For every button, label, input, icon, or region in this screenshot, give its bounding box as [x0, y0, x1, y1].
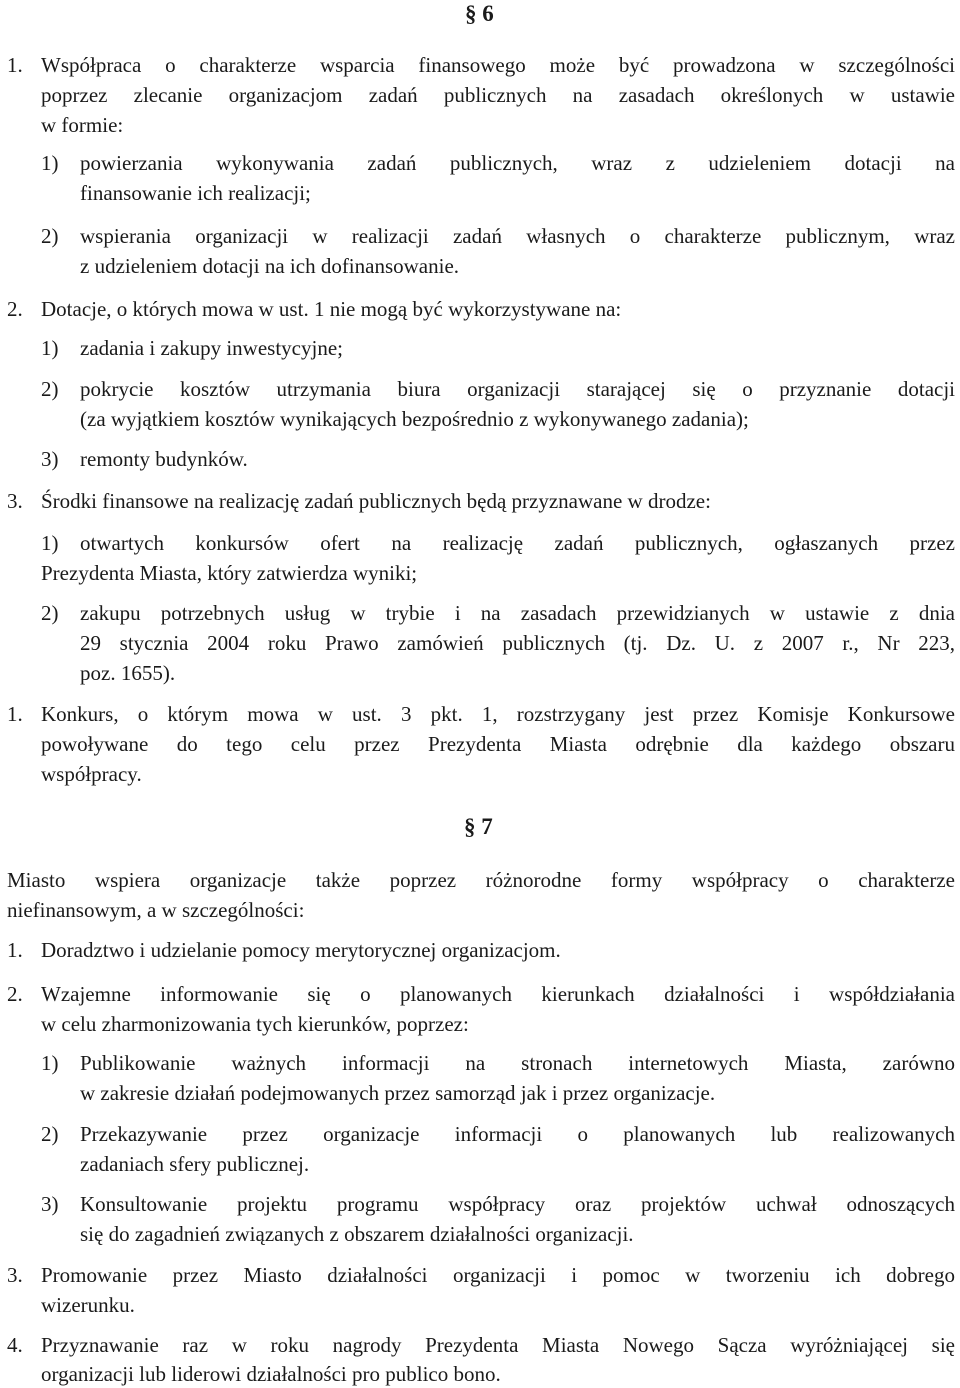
section-7-heading: § 7	[464, 814, 493, 839]
s6-para2-item3-number: 3)	[41, 447, 59, 471]
s6-para3-item2-line1: zakupu potrzebnych usług w trybie i na zasadach przewidzianych w ustawie z dnia	[80, 601, 955, 625]
s7-para4-line2: organizacji lub liderowi działalności pro publico bono.	[41, 1362, 501, 1386]
section-6-heading: § 6	[465, 1, 494, 26]
s7-para1-line1: Doradztwo i udzielanie pomocy merytorycznej organizacjom.	[41, 938, 561, 962]
s7-para2-item1-line1: Publikowanie ważnych informacji na stronach internetowych Miasta, zarówno	[80, 1051, 955, 1075]
s6-para3-item2-line3: poz. 1655).	[80, 661, 176, 685]
s6-para2-item2-line1: pokrycie kosztów utrzymania biura organizacji starającej się o przyznanie dotacji	[80, 377, 955, 401]
s6-para1-number: 1.	[7, 53, 23, 77]
s7-para2-line1: Wzajemne informowanie się o planowanych kierunkach działalności i współdziałania	[41, 982, 955, 1006]
s7-intro-line2: niefinansowym, a w szczególności:	[7, 898, 305, 922]
s7-para2-item2-line2: zadaniach sfery publicznej.	[80, 1152, 310, 1176]
s6-para1-item2-number: 2)	[41, 224, 59, 248]
s6-para1-item2-line1: wspierania organizacji w realizacji zadań własnych o charakterze publicznym, wraz	[80, 224, 955, 248]
s6-para3-item2-line2: 29 stycznia 2004 roku Prawo zamówień publicznych (tj. Dz. U. z 2007 r., Nr 223,	[80, 631, 955, 655]
s7-para2-number: 2.	[7, 982, 23, 1006]
s7-para2-line2: w celu zharmonizowania tych kierunków, poprzez:	[41, 1012, 469, 1036]
s7-para2-item2-number: 2)	[41, 1122, 59, 1146]
s6-para3-line1: Środki finansowe na realizację zadań publicznych będą przyznawane w drodze:	[41, 489, 711, 513]
s7-para2-item3-line1: Konsultowanie projektu programu współpracy oraz projektów uchwał odnoszących	[80, 1192, 955, 1216]
s7-para2-item3-number: 3)	[41, 1192, 59, 1216]
s7-para2-item3-line2: się do zagadnień związanych z obszarem działalności organizacji.	[80, 1222, 634, 1246]
s6-para4-line2: powoływane do tego celu przez Prezydenta Miasta odrębnie dla każdego obszaru	[41, 732, 955, 756]
s6-para3-item1-line1: otwartych konkursów ofert na realizację zadań publicznych, ogłaszanych przez	[80, 531, 955, 555]
s6-para2-number: 2.	[7, 297, 23, 321]
s6-para4-line1: Konkurs, o którym mowa w ust. 3 pkt. 1, rozstrzygany jest przez Komisje Konkursowe	[41, 702, 955, 726]
s6-para1-item1-line1: powierzania wykonywania zadań publicznych, wraz z udzieleniem dotacji na	[80, 151, 955, 175]
s6-para1-item1-line2: finansowanie ich realizacji;	[80, 181, 311, 205]
s6-para1-item2-line2: z udzieleniem dotacji na ich dofinansowanie.	[80, 254, 460, 278]
s6-para2-item1-line1: zadania i zakupy inwestycyjne;	[80, 336, 343, 360]
s6-para2-item2-line2: (za wyjątkiem kosztów wynikających bezpośrednio z wykonywanego zadania);	[80, 407, 749, 431]
s6-para2-line1: Dotacje, o których mowa w ust. 1 nie mogą być wykorzystywane na:	[41, 297, 622, 321]
s7-para4-line1: Przyznawanie raz w roku nagrody Prezydenta Miasta Nowego Sącza wyróżniającej się	[41, 1333, 955, 1357]
s7-para3-line2: wizerunku.	[41, 1293, 135, 1317]
s6-para1-item1-number: 1)	[41, 151, 59, 175]
s6-para2-item1-number: 1)	[41, 336, 59, 360]
s7-para3-number: 3.	[7, 1263, 23, 1287]
s7-intro-line1: Miasto wspiera organizacje także poprzez różnorodne formy współpracy o charakterze	[7, 868, 955, 892]
s6-para4-number: 1.	[7, 702, 23, 726]
s7-para3-line1: Promowanie przez Miasto działalności organizacji i pomoc w tworzeniu ich dobrego	[41, 1263, 955, 1287]
s6-para3-item1-number: 1)	[41, 531, 59, 555]
s6-para2-item2-number: 2)	[41, 377, 59, 401]
s7-para1-number: 1.	[7, 938, 23, 962]
s7-para2-item1-number: 1)	[41, 1051, 59, 1075]
s6-para1-line2: poprzez zlecanie organizacjom zadań publicznych na zasadach określonych w ustawie	[41, 83, 955, 107]
s6-para3-number: 3.	[7, 489, 23, 513]
s6-para3-item1-line2: Prezydenta Miasta, który zatwierdza wyniki;	[41, 561, 418, 585]
s7-para2-item1-line2: w zakresie działań podejmowanych przez samorząd jak i przez organizacje.	[80, 1081, 716, 1105]
s7-para4-number: 4.	[7, 1333, 23, 1357]
s6-para2-item3-line1: remonty budynków.	[80, 447, 248, 471]
s6-para3-item2-number: 2)	[41, 601, 59, 625]
s6-para1-line3: w formie:	[41, 113, 124, 137]
s6-para1-line1: Współpraca o charakterze wsparcia finansowego może być prowadzona w szczególności	[41, 53, 955, 77]
s7-para2-item2-line1: Przekazywanie przez organizacje informacji o planowanych lub realizowanych	[80, 1122, 955, 1146]
s6-para4-line3: współpracy.	[41, 762, 142, 786]
